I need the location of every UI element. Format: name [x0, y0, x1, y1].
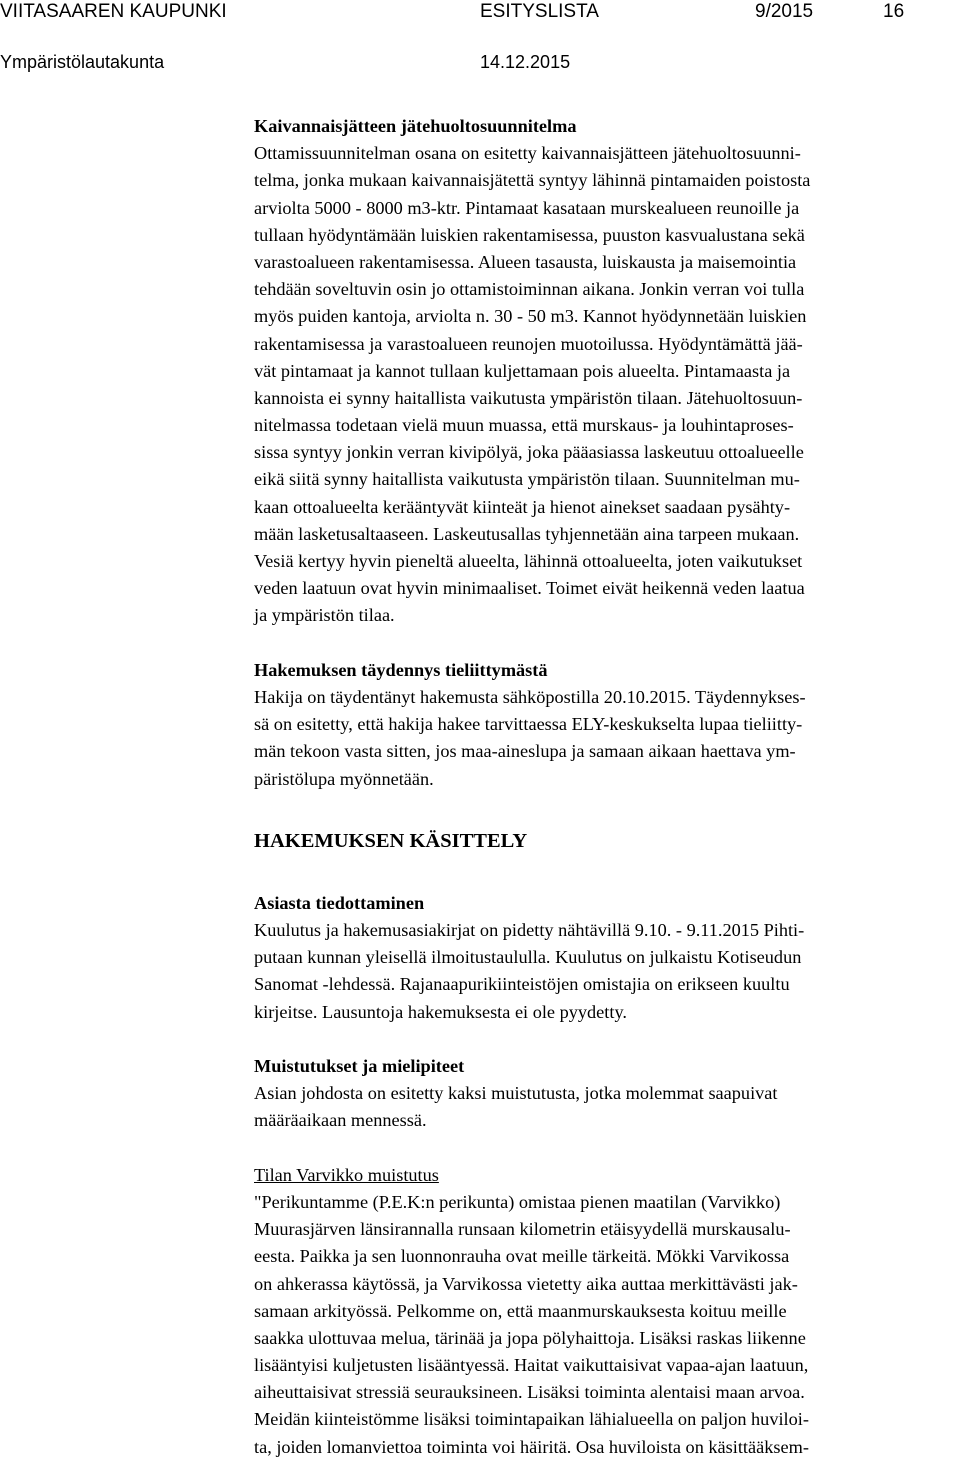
text-line: lisääntyisi kuljetusten lisääntyessä. Haitat vaikuttaisivat vapaa-ajan laatuun, — [254, 1355, 809, 1376]
section-body-varvikko — [254, 1189, 954, 1461]
text-line: aiheuttaisivat stressiä seurauksineen. Lisäksi toiminta alentaisi maan arvoa. — [254, 1382, 805, 1403]
text-line: samaan arkityössä. Pelkomme on, että maanmurskauksesta koituu meille — [254, 1300, 787, 1321]
text-line: rakentamisessa ja varastoalueen reunojen muotoilussa. Hyödyntämättä jää- — [254, 333, 803, 354]
text-line: vät pintamaat ja kannot tullaan kuljettamaan pois alueelta. Pintamaasta ja — [254, 360, 791, 381]
header-page-number: 16 — [883, 1, 905, 22]
header-doc-type: ESITYSLISTA — [480, 1, 599, 22]
text-line: päristölupa myönnetään. — [254, 768, 434, 789]
text-line: on ahkerassa käytössä, ja Varvikossa vietetty aika auttaa merkittävästi jak- — [254, 1273, 798, 1294]
header-doc-number: 9/2015 — [755, 1, 814, 22]
header-date: 14.12.2015 — [480, 52, 571, 72]
text-line: sä on esitetty, että hakija hakee tarvittaessa ELY-keskukselta lupaa tieliitty- — [254, 714, 803, 735]
text-line: kirjeitse. Lausuntoja hakemuksesta ei ole pyydetty. — [254, 1001, 627, 1022]
text-line: kaan ottoalueelta kerääntyvät kiinteät ja hienot ainekset saadaan pysähty- — [254, 496, 791, 517]
header-city: VIITASAAREN KAUPUNKI — [0, 1, 227, 22]
text-line: Sanomat -lehdessä. Rajanaapurikiinteistöjen omistajia on erikseen kuultu — [254, 974, 790, 995]
text-line: arviolta 5000 - 8000 m3-ktr. Pintamaat kasataan murskealueen reunoille ja — [254, 197, 800, 218]
text-line: eikä siitä synny haitallista vaikutusta ympäristön tilaan. Suunnitelman mu- — [254, 469, 800, 490]
text-line: nitelmassa todetaan vielä muun muassa, että murskaus- ja louhintaproses- — [254, 415, 794, 436]
text-line: saakka ulottuvaa melua, tärinää ja jopa pölyhaittoja. Lisäksi raskas liikenne — [254, 1327, 806, 1348]
text-line: telma, jonka mukaan kaivannaisjätettä syntyy lähinnä pintamaiden poistosta — [254, 170, 811, 191]
text-line: mään lasketusaltaaseen. Laskeutusallas tyhjennetään aina tarpeen mukaan. — [254, 523, 800, 544]
text-line: ja ympäristön tilaa. — [254, 605, 395, 626]
text-line: veden laatuun ovat hyvin minimaaliset. Toimet eivät heikennä veden laatua — [254, 578, 805, 599]
section-body-kaivannaisjate — [254, 140, 954, 629]
text-line: Vesiä kertyy hyvin pieneltä alueelta, lähinnä ottoalueelta, joten vaikutukset — [254, 551, 803, 571]
text-line: määräaikaan mennessä. — [254, 1110, 427, 1131]
text-line: kannoista ei synny haitallista vaikutusta ympäristön tilaan. Jätehuoltosuun- — [254, 387, 803, 408]
text-line: sissa syntyy jonkin verran kivipölyä, joka pääasiassa laskeutuu ottoalueelle — [254, 442, 804, 463]
section-title-kasittely: HAKEMUKSEN KÄSITTELY — [254, 829, 528, 852]
text-line: Hakija on täydentänyt hakemusta sähköpostilla 20.10.2015. Täydennykses- — [254, 686, 806, 707]
section-body-tiedottaminen — [254, 917, 954, 1026]
text-line: "Perikuntamme (P.E.K:n perikunta) omistaa pienen maatilan (Varvikko) — [254, 1191, 781, 1212]
text-line: tullaan hyödyntämään luiskien rakentamisessa, puuston kasvualustana sekä — [254, 224, 805, 245]
text-line: eesta. Paikka ja sen luonnonrauha ovat meille tärkeitä. Mökki Varvikossa — [254, 1246, 790, 1267]
document-body — [254, 113, 954, 1461]
section-body-tieliittyma — [254, 684, 954, 793]
text-line: tehdään soveltuvin osin jo ottamistoiminnan aikana. Jonkin verran voi tulla — [254, 279, 805, 300]
text-line: putaan kunnan yleisellä ilmoitustaululla. Kuulutus on julkaistu Kotiseudun — [254, 947, 802, 968]
section-title-muistutukset: Muistutukset ja mielipiteet — [254, 1056, 465, 1076]
text-line: män tekoon vasta sitten, jos maa-aineslupa ja samaan aikaan haettava ym- — [254, 741, 796, 762]
section-body-muistutukset — [254, 1080, 954, 1134]
text-line: Ottamissuunnitelman osana on esitetty kaivannaisjätteen jätehuoltosuunni- — [254, 143, 801, 164]
text-line: varastoalueen rakentamisessa. Alueen tasausta, luiskausta ja maisemointia — [254, 251, 797, 272]
section-title-tieliittyma: Hakemuksen täydennys tieliittymästä — [254, 659, 548, 680]
text-line: Meidän kiinteistömme lisäksi toimintapaikan lähialueella on paljon huviloi- — [254, 1409, 809, 1430]
text-line: myös puiden kantoja, arviolta n. 30 - 50 m3. Kannot hyödynnetään luiskien — [254, 306, 807, 327]
header-committee: Ympäristölautakunta — [0, 52, 165, 72]
text-line: Kuulutus ja hakemusasiakirjat on pidetty nähtävillä 9.10. - 9.11.2015 Pihti- — [254, 920, 805, 941]
section-title-tiedottaminen: Asiasta tiedottaminen — [254, 892, 425, 913]
text-line: Asian johdosta on esitetty kaksi muistutusta, jotka molemmat saapuivat — [254, 1083, 778, 1104]
section-title-kaivannaisjate: Kaivannaisjätteen jätehuoltosuunnitelma — [254, 116, 577, 136]
section-title-varvikko: Tilan Varvikko muistutus — [254, 1164, 439, 1185]
text-line: Muurasjärven länsirannalla runsaan kilometrin etäisyydellä murskausalu- — [254, 1219, 791, 1240]
text-line: ta, joiden lomanviettoa toiminta voi häiritä. Osa huviloista on käsittääksem- — [254, 1436, 809, 1457]
